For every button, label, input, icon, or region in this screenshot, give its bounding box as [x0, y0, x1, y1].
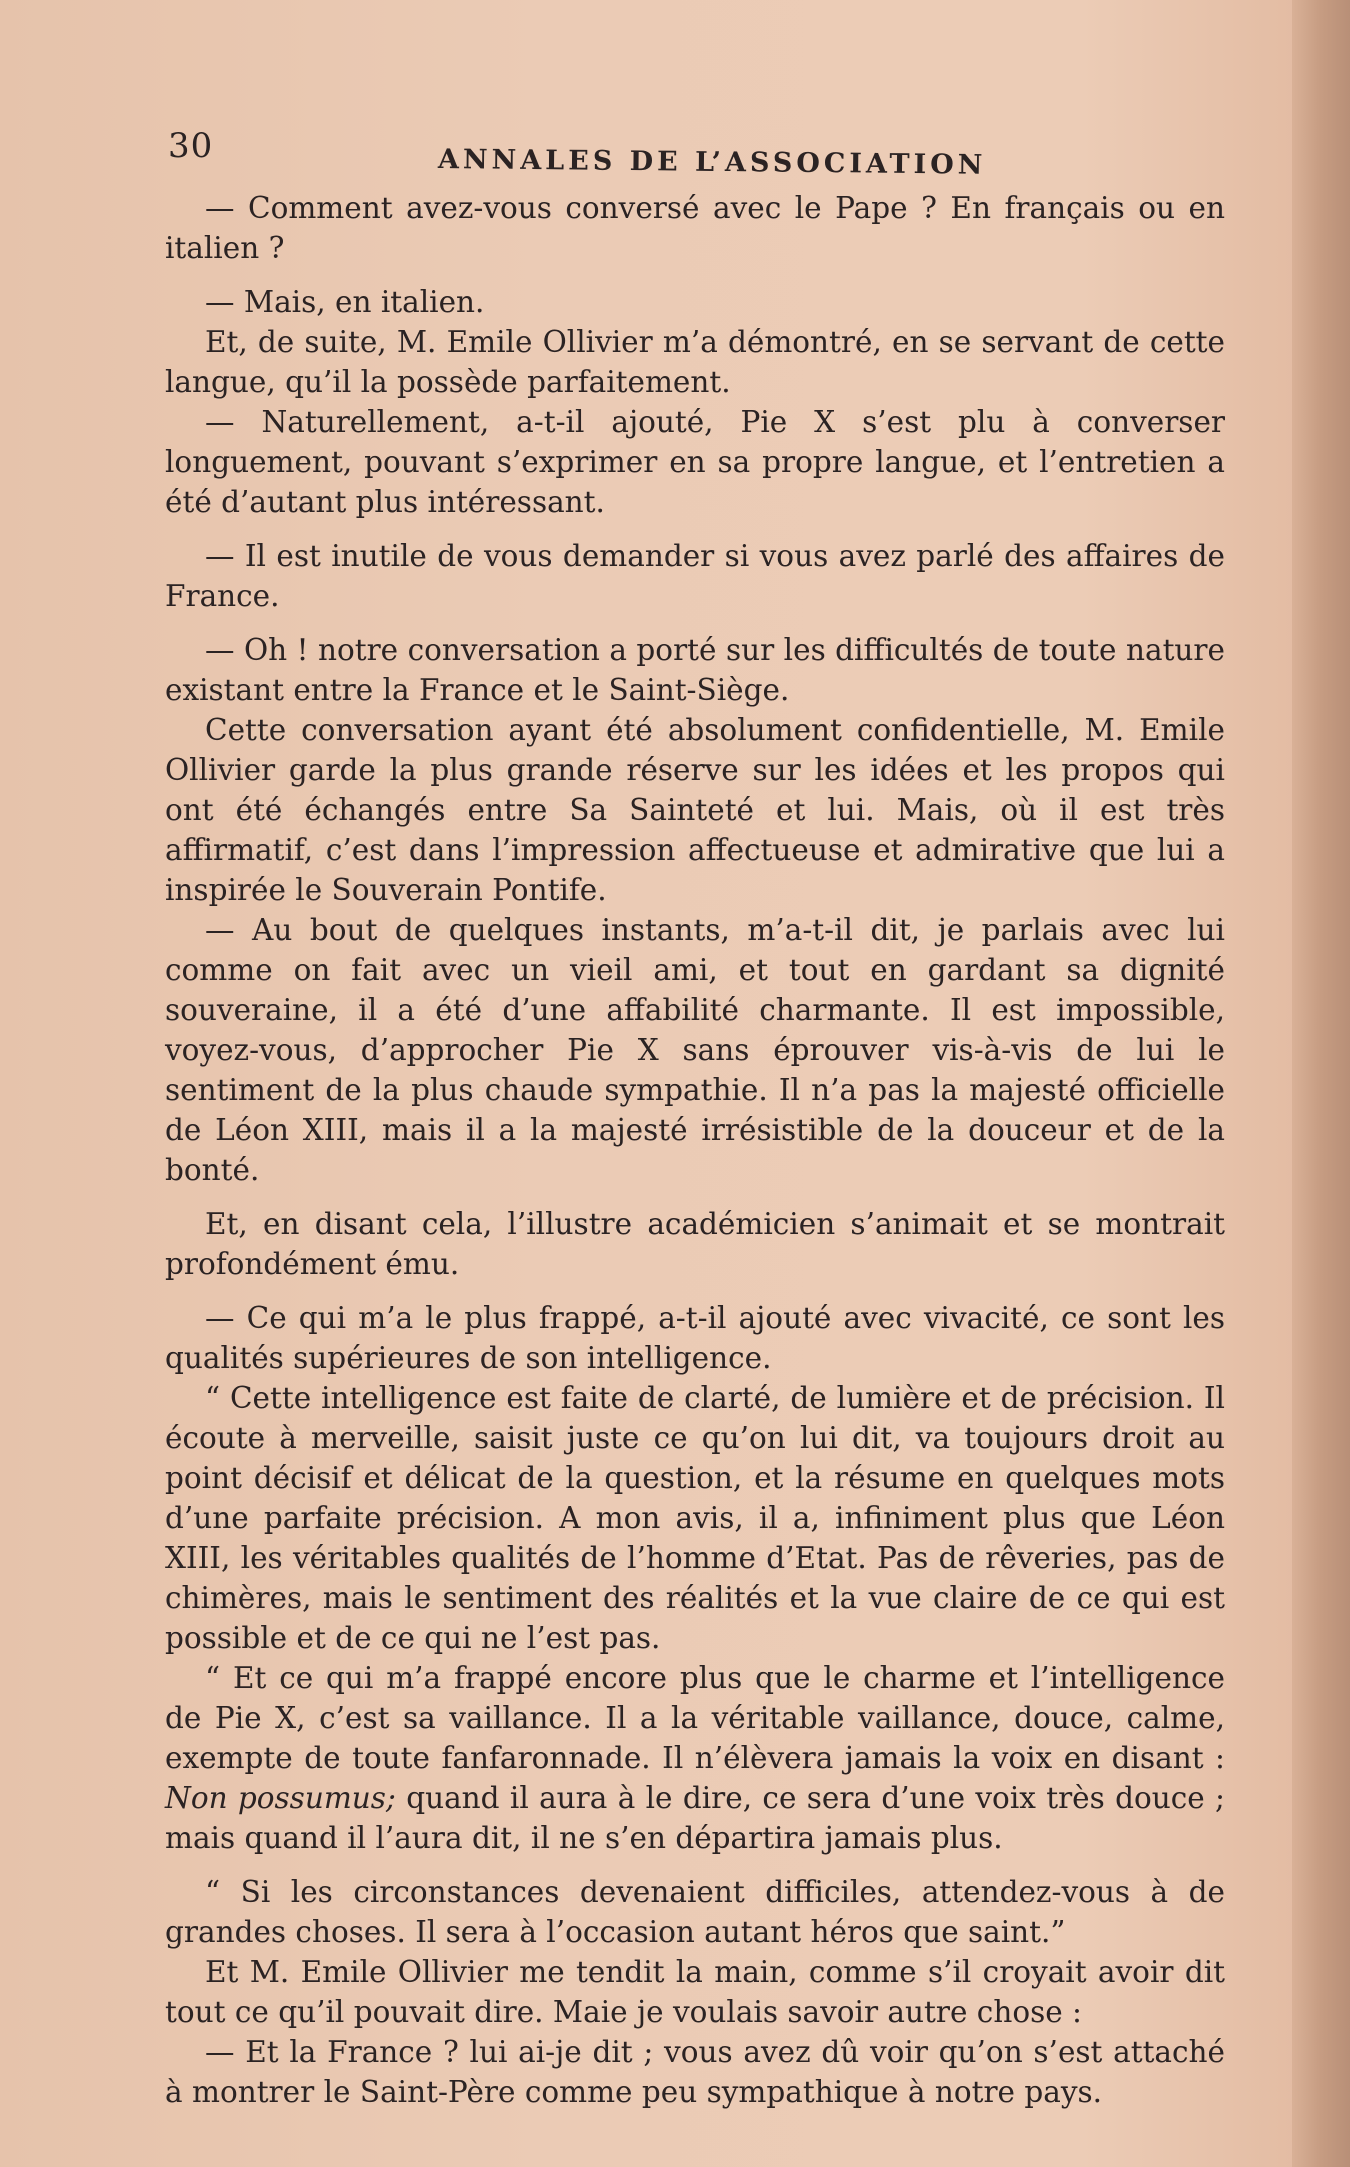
paragraph: — Il est inutile de vous demander si vous avez parlé des affaires de France. — [165, 539, 1225, 613]
paragraph — [165, 1658, 1225, 1858]
body-text — [165, 188, 1225, 2112]
paragraph-text-before: “ Et ce qui m’a frappé encore plus que le charme et l’intelligence de Pie X, c’est sa vaillance. Il a la véritable vaillance, douce, calme, exempte de toute fanfaronnade. Il n’élèvera jamais la voix en disant : — [165, 1661, 1225, 1775]
paragraph: — Et la France ? lui ai-je dit ; vous avez dû voir qu’on s’est attaché à montrer le Saint-Père comme peu sympathique à notre pays. — [165, 2035, 1225, 2109]
paragraph: — Oh ! notre conversation a porté sur les difficultés de toute nature existant entre la France et le Saint-Siège. — [165, 633, 1225, 707]
running-head: ANNALES DE L’ASSOCIATION — [437, 144, 987, 181]
paragraph: — Mais, en italien. — [205, 285, 485, 319]
page-gutter-shadow — [1292, 0, 1350, 2167]
paragraph: “ Si les circonstances devenaient difficiles, attendez-vous à de grandes choses. Il sera à l’occasion autant héros que saint.” — [165, 1875, 1225, 1949]
paragraph: — Naturellement, a-t-il ajouté, Pie X s’est plu à converser longuement, pouvant s’exprimer en sa propre langue, et l’entretien a été d’autant plus intéressant. — [165, 405, 1225, 519]
paragraph: “ Cette intelligence est faite de clarté, de lumière et de précision. Il écoute à merveille, saisit juste ce qu’on lui dit, va toujours droit au point décisif et délicat de la question, et la résume en quelques mots d’une parfaite précision. A mon avis, il a, infiniment plus que Léon XIII, les véritables qualités de l’homme d’Etat. Pas de rêveries, pas de chimères, mais le sentiment des réalités et la vue claire de ce qui est possible et de ce qui ne l’est pas. — [165, 1381, 1225, 1655]
paragraph: Et, de suite, M. Emile Ollivier m’a démontré, en se servant de cette langue, qu’il la possède parfaitement. — [165, 325, 1225, 399]
paragraph: Et, en disant cela, l’illustre académicien s’animait et se montrait profondément ému. — [165, 1207, 1225, 1281]
paragraph: Cette conversation ayant été absolument confidentielle, M. Emile Ollivier garde la plus grande réserve sur les idées et les propos qui ont été échangés entre Sa Sainteté et lui. Mais, où il est très affirmatif, c’est dans l’impression affectueuse et admirative que lui a inspirée le Souverain Pontife. — [165, 713, 1225, 907]
paragraph: Et M. Emile Ollivier me tendit la main, comme s’il croyait avoir dit tout ce qu’il pouvait dire. Maie je voulais savoir autre chose : — [165, 1955, 1225, 2029]
paragraph: — Comment avez-vous conversé avec le Pape ? En français ou en italien ? — [165, 191, 1225, 265]
page-header — [168, 122, 1223, 182]
paragraph: — Au bout de quelques instants, m’a-t-il dit, je parlais avec lui comme on fait avec un vieil ami, et tout en gardant sa dignité souveraine, il a été d’une affabilité charmante. Il est impossible, voyez-vous, d’approcher Pie X sans éprouver vis-à-vis de lui le sentiment de la plus chaude sympathie. Il n’a pas la majesté officielle de Léon XIII, mais il a la majesté irrésistible de la douceur et de la bonté. — [165, 913, 1225, 1187]
page-number: 30 — [168, 126, 214, 166]
paragraph: — Ce qui m’a le plus frappé, a-t-il ajouté avec vivacité, ce sont les qualités supérieures de son intelligence. — [165, 1301, 1225, 1375]
latin-phrase: Non possumus; — [165, 1781, 396, 1815]
paragraph-text-after: quand il aura à le dire, ce sera d’une voix très douce ; mais quand il l’aura dit, il ne s’en départira jamais plus. — [165, 1781, 1225, 1855]
